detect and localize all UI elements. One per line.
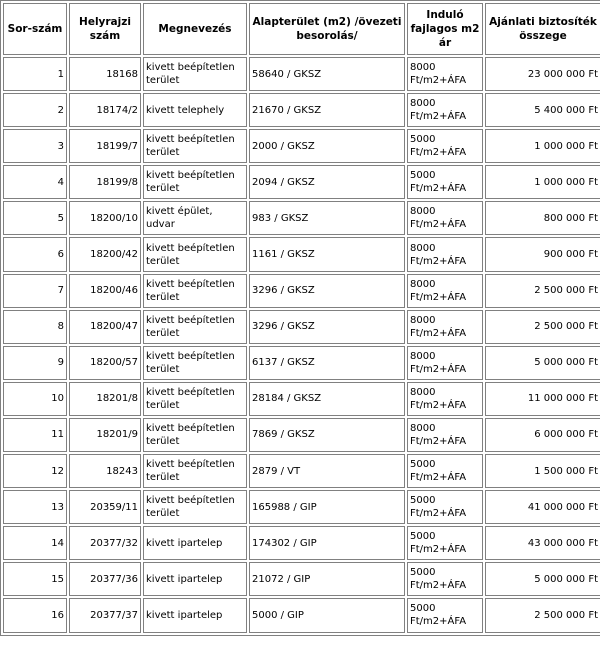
- table-row: [3, 598, 600, 632]
- cell-alapterulet: 58640 / GKSZ: [249, 57, 405, 91]
- cell-alapterulet: 165988 / GIP: [249, 490, 405, 524]
- cell-ajanlati-biztositek: 5 000 000 Ft: [485, 346, 600, 380]
- cell-indulo-ar: 5000 Ft/m2+ÁFA: [407, 129, 483, 163]
- table-row: [3, 237, 600, 271]
- cell-indulo-ar: 8000 Ft/m2+ÁFA: [407, 310, 483, 344]
- cell-megnevezes: kivett beépítetlen terület: [143, 274, 247, 308]
- table-row: [3, 274, 600, 308]
- cell-megnevezes: kivett telephely: [143, 93, 247, 127]
- cell-indulo-ar: 8000 Ft/m2+ÁFA: [407, 93, 483, 127]
- cell-helyrajzi-szam: 20377/37: [69, 598, 141, 632]
- cell-helyrajzi-szam: 18201/9: [69, 418, 141, 452]
- cell-helyrajzi-szam: 18200/46: [69, 274, 141, 308]
- cell-alapterulet: 2000 / GKSZ: [249, 129, 405, 163]
- cell-ajanlati-biztositek: 23 000 000 Ft: [485, 57, 600, 91]
- header-alapterulet: Alapterület (m2) /övezeti besorolás/: [249, 3, 405, 55]
- cell-ajanlati-biztositek: 2 500 000 Ft: [485, 598, 600, 632]
- cell-sor-szam: 2: [3, 93, 67, 127]
- cell-sor-szam: 13: [3, 490, 67, 524]
- cell-ajanlati-biztositek: 900 000 Ft: [485, 237, 600, 271]
- cell-indulo-ar: 8000 Ft/m2+ÁFA: [407, 201, 483, 235]
- table-row: [3, 490, 600, 524]
- cell-megnevezes: kivett beépítetlen terület: [143, 237, 247, 271]
- cell-indulo-ar: 5000 Ft/m2+ÁFA: [407, 165, 483, 199]
- cell-ajanlati-biztositek: 1 000 000 Ft: [485, 129, 600, 163]
- cell-megnevezes: kivett beépítetlen terület: [143, 454, 247, 488]
- cell-megnevezes: kivett beépítetlen terület: [143, 490, 247, 524]
- cell-helyrajzi-szam: 18168: [69, 57, 141, 91]
- cell-alapterulet: 1161 / GKSZ: [249, 237, 405, 271]
- cell-indulo-ar: 5000 Ft/m2+ÁFA: [407, 454, 483, 488]
- cell-ajanlati-biztositek: 5 000 000 Ft: [485, 562, 600, 596]
- table-row: [3, 93, 600, 127]
- table-row: [3, 526, 600, 560]
- cell-ajanlati-biztositek: 2 500 000 Ft: [485, 274, 600, 308]
- cell-alapterulet: 5000 / GIP: [249, 598, 405, 632]
- header-indulo-ar: Induló fajlagos m2 ár: [407, 3, 483, 55]
- cell-alapterulet: 174302 / GIP: [249, 526, 405, 560]
- cell-sor-szam: 16: [3, 598, 67, 632]
- table-row: [3, 382, 600, 416]
- cell-helyrajzi-szam: 18174/2: [69, 93, 141, 127]
- cell-megnevezes: kivett beépítetlen terület: [143, 418, 247, 452]
- table-row: [3, 165, 600, 199]
- table-row: [3, 57, 600, 91]
- cell-ajanlati-biztositek: 5 400 000 Ft: [485, 93, 600, 127]
- cell-sor-szam: 5: [3, 201, 67, 235]
- cell-helyrajzi-szam: 18200/42: [69, 237, 141, 271]
- cell-alapterulet: 6137 / GKSZ: [249, 346, 405, 380]
- table-row: [3, 201, 600, 235]
- cell-ajanlati-biztositek: 800 000 Ft: [485, 201, 600, 235]
- cell-alapterulet: 983 / GKSZ: [249, 201, 405, 235]
- cell-helyrajzi-szam: 20377/36: [69, 562, 141, 596]
- cell-sor-szam: 4: [3, 165, 67, 199]
- cell-megnevezes: kivett beépítetlen terület: [143, 382, 247, 416]
- cell-sor-szam: 8: [3, 310, 67, 344]
- cell-ajanlati-biztositek: 2 500 000 Ft: [485, 310, 600, 344]
- cell-helyrajzi-szam: 20359/11: [69, 490, 141, 524]
- cell-indulo-ar: 5000 Ft/m2+ÁFA: [407, 598, 483, 632]
- cell-megnevezes: kivett beépítetlen terület: [143, 129, 247, 163]
- cell-sor-szam: 12: [3, 454, 67, 488]
- table-row: [3, 562, 600, 596]
- cell-ajanlati-biztositek: 1 500 000 Ft: [485, 454, 600, 488]
- cell-sor-szam: 3: [3, 129, 67, 163]
- cell-sor-szam: 6: [3, 237, 67, 271]
- cell-helyrajzi-szam: 18199/7: [69, 129, 141, 163]
- cell-ajanlati-biztositek: 11 000 000 Ft: [485, 382, 600, 416]
- table-row: [3, 129, 600, 163]
- cell-helyrajzi-szam: 18243: [69, 454, 141, 488]
- cell-sor-szam: 10: [3, 382, 67, 416]
- cell-helyrajzi-szam: 18199/8: [69, 165, 141, 199]
- cell-helyrajzi-szam: 18200/57: [69, 346, 141, 380]
- cell-indulo-ar: 8000 Ft/m2+ÁFA: [407, 57, 483, 91]
- cell-alapterulet: 28184 / GKSZ: [249, 382, 405, 416]
- header-ajanlati-biztositek: Ajánlati biztosíték összege: [485, 3, 600, 55]
- cell-alapterulet: 3296 / GKSZ: [249, 274, 405, 308]
- cell-megnevezes: kivett beépítetlen terület: [143, 57, 247, 91]
- cell-megnevezes: kivett beépítetlen terület: [143, 165, 247, 199]
- cell-helyrajzi-szam: 20377/32: [69, 526, 141, 560]
- cell-sor-szam: 14: [3, 526, 67, 560]
- cell-megnevezes: kivett ipartelep: [143, 562, 247, 596]
- header-helyrajzi-szam: Helyrajzi szám: [69, 3, 141, 55]
- cell-megnevezes: kivett beépítetlen terület: [143, 346, 247, 380]
- cell-megnevezes: kivett beépítetlen terület: [143, 310, 247, 344]
- header-megnevezes: Megnevezés: [143, 3, 247, 55]
- cell-helyrajzi-szam: 18200/10: [69, 201, 141, 235]
- table-row: [3, 310, 600, 344]
- cell-megnevezes: kivett ipartelep: [143, 598, 247, 632]
- cell-sor-szam: 11: [3, 418, 67, 452]
- cell-alapterulet: 2879 / VT: [249, 454, 405, 488]
- cell-alapterulet: 7869 / GKSZ: [249, 418, 405, 452]
- cell-indulo-ar: 8000 Ft/m2+ÁFA: [407, 382, 483, 416]
- cell-alapterulet: 3296 / GKSZ: [249, 310, 405, 344]
- cell-ajanlati-biztositek: 1 000 000 Ft: [485, 165, 600, 199]
- cell-megnevezes: kivett épület, udvar: [143, 201, 247, 235]
- cell-sor-szam: 9: [3, 346, 67, 380]
- table-row: [3, 454, 600, 488]
- cell-indulo-ar: 5000 Ft/m2+ÁFA: [407, 490, 483, 524]
- table-header-row: [3, 3, 600, 55]
- cell-helyrajzi-szam: 18200/47: [69, 310, 141, 344]
- cell-helyrajzi-szam: 18201/8: [69, 382, 141, 416]
- cell-indulo-ar: 5000 Ft/m2+ÁFA: [407, 526, 483, 560]
- cell-alapterulet: 21072 / GIP: [249, 562, 405, 596]
- cell-megnevezes: kivett ipartelep: [143, 526, 247, 560]
- cell-sor-szam: 1: [3, 57, 67, 91]
- cell-indulo-ar: 5000 Ft/m2+ÁFA: [407, 562, 483, 596]
- header-sor-szam: Sor-szám: [3, 3, 67, 55]
- cell-ajanlati-biztositek: 41 000 000 Ft: [485, 490, 600, 524]
- cell-indulo-ar: 8000 Ft/m2+ÁFA: [407, 237, 483, 271]
- cell-indulo-ar: 8000 Ft/m2+ÁFA: [407, 274, 483, 308]
- cell-indulo-ar: 8000 Ft/m2+ÁFA: [407, 346, 483, 380]
- table-row: [3, 418, 600, 452]
- cell-ajanlati-biztositek: 6 000 000 Ft: [485, 418, 600, 452]
- cell-ajanlati-biztositek: 43 000 000 Ft: [485, 526, 600, 560]
- cell-alapterulet: 21670 / GKSZ: [249, 93, 405, 127]
- cell-sor-szam: 15: [3, 562, 67, 596]
- cell-indulo-ar: 8000 Ft/m2+ÁFA: [407, 418, 483, 452]
- table-row: [3, 346, 600, 380]
- cell-alapterulet: 2094 / GKSZ: [249, 165, 405, 199]
- cell-sor-szam: 7: [3, 274, 67, 308]
